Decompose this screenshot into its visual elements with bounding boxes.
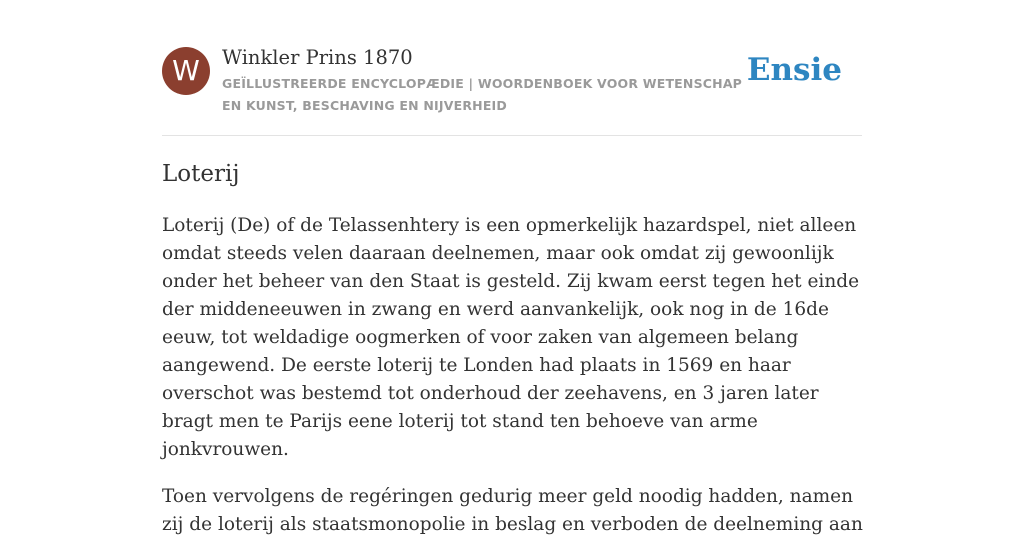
source-title[interactable]: Winkler Prins 1870	[222, 46, 413, 69]
article-paragraph: Toen vervolgens de regéringen gedurig meer geld noodig hadden, namen zij de loterij als staatsmonopolie in beslag en verboden de deelneming aan	[162, 486, 863, 535]
source-subtitle: GEÏLLUSTREERDE ENCYCLOPÆDIE | WOORDENBOEK VOOR WETENSCHAP EN KUNST, BESCHAVING EN NIJVERHEID	[222, 76, 743, 113]
article-body	[162, 212, 872, 558]
article-title: Loterij	[162, 161, 240, 187]
header	[162, 46, 862, 116]
brand-logo[interactable]: Ensie	[746, 52, 842, 88]
article-paragraph: Loterij (De) of de Telassenhtery is een opmerkelijk hazardspel, niet alleen omdat steeds velen daaraan deelnemen, maar ook omdat zij gewoonlijk onder het beheer van den Staat is gesteld. Zij kwam eerst tegen het einde der middeneeuwen in zwang en werd aanvankelijk, ook nog in de 16de eeuw, tot weldadige oogmerken of voor zaken van algemeen belang aangewend. De eerste loterij te Londen had plaats in 1569 en haar overschot was bestemd tot onderhoud der zeehavens, en 3 jaren later bragt men te Parijs eene loterij tot stand ten behoeve van arme jonkvrouwen.	[162, 215, 860, 460]
avatar[interactable]: W	[162, 47, 210, 95]
divider	[162, 135, 862, 136]
